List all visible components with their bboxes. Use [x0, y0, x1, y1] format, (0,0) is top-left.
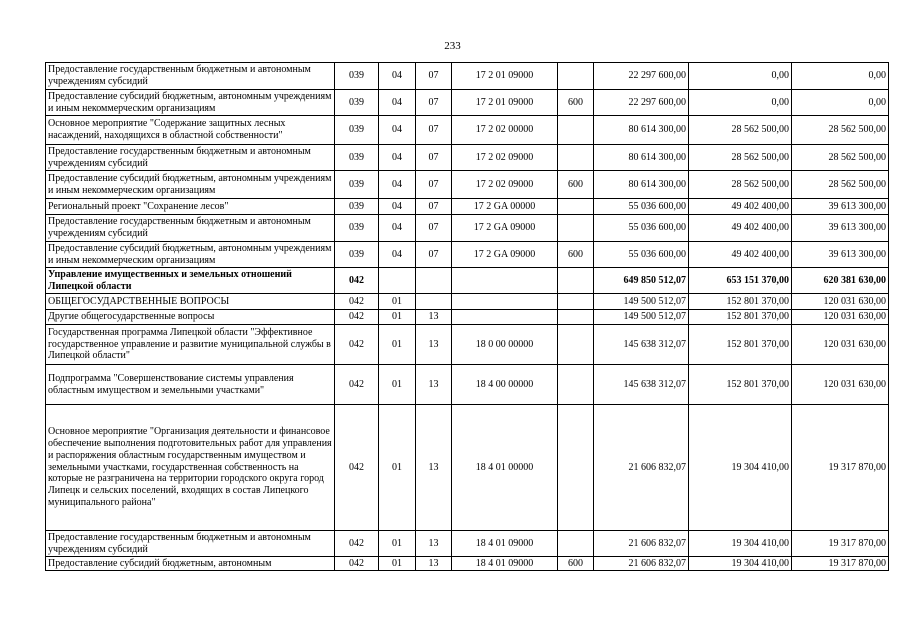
page-number: 233: [444, 40, 461, 52]
amount-year3-cell: 0,00: [792, 90, 889, 116]
amount-year2-cell: 49 402 400,00: [689, 242, 792, 268]
ved-code-cell: 042: [335, 405, 379, 531]
subsection-code-cell: 07: [416, 145, 452, 171]
table-row: [46, 268, 889, 294]
amount-year3-cell: 39 613 300,00: [792, 199, 889, 215]
row-name-cell: Предоставление государственным бюджетным и автономным учреждениям субсидий: [46, 145, 335, 171]
amount-year2-cell: 19 304 410,00: [689, 557, 792, 571]
expense-type-cell: [558, 199, 594, 215]
row-name-cell: ОБЩЕГОСУДАРСТВЕННЫЕ ВОПРОСЫ: [46, 294, 335, 310]
amount-year3-cell: 19 317 870,00: [792, 405, 889, 531]
amount-year2-cell: 49 402 400,00: [689, 215, 792, 242]
amount-year1-cell: 22 297 600,00: [594, 63, 689, 90]
target-article-cell: 17 2 GA 00000: [452, 199, 558, 215]
ved-code-cell: 039: [335, 116, 379, 145]
amount-year3-cell: 620 381 630,00: [792, 268, 889, 294]
ved-code-cell: 039: [335, 90, 379, 116]
amount-year3-cell: 120 031 630,00: [792, 294, 889, 310]
row-name-cell: Основное мероприятие "Организация деятельности и финансовое обеспечение выполнения подготовительных работ для управления и распоряжения областным государственным имуществом и земельными участками, государственная собственность на которые не разграничена на территории городского округа город Липецк и сельских поселений, входящих в состав Липецкого муниципального района": [46, 405, 335, 531]
amount-year2-cell: 19 304 410,00: [689, 531, 792, 557]
expense-type-cell: [558, 116, 594, 145]
expense-type-cell: 600: [558, 171, 594, 199]
subsection-code-cell: 07: [416, 116, 452, 145]
table-row: [46, 325, 889, 365]
target-article-cell: [452, 294, 558, 310]
table-row: [46, 199, 889, 215]
ved-code-cell: 042: [335, 310, 379, 325]
expense-type-cell: [558, 365, 594, 405]
amount-year1-cell: 649 850 512,07: [594, 268, 689, 294]
expense-type-cell: 600: [558, 557, 594, 571]
section-code-cell: 01: [379, 294, 416, 310]
amount-year2-cell: 152 801 370,00: [689, 325, 792, 365]
ved-code-cell: 042: [335, 531, 379, 557]
target-article-cell: 17 2 02 09000: [452, 171, 558, 199]
section-code-cell: [379, 268, 416, 294]
amount-year1-cell: 22 297 600,00: [594, 90, 689, 116]
target-article-cell: 17 2 GA 09000: [452, 215, 558, 242]
row-name-cell: Предоставление субсидий бюджетным, автономным учреждениям и иным некоммерческим организациям: [46, 171, 335, 199]
subsection-code-cell: 07: [416, 171, 452, 199]
expense-type-cell: 600: [558, 242, 594, 268]
subsection-code-cell: [416, 294, 452, 310]
section-code-cell: 04: [379, 63, 416, 90]
target-article-cell: 18 4 01 09000: [452, 557, 558, 571]
amount-year1-cell: 145 638 312,07: [594, 325, 689, 365]
ved-code-cell: 042: [335, 294, 379, 310]
amount-year3-cell: 39 613 300,00: [792, 242, 889, 268]
row-name-cell: Предоставление субсидий бюджетным, автономным учреждениям и иным некоммерческим организациям: [46, 242, 335, 268]
target-article-cell: 17 2 02 09000: [452, 145, 558, 171]
amount-year3-cell: 120 031 630,00: [792, 365, 889, 405]
expense-type-cell: [558, 310, 594, 325]
row-name-cell: Основное мероприятие "Содержание защитных лесных насаждений, находящихся в областной собственности": [46, 116, 335, 145]
amount-year3-cell: 28 562 500,00: [792, 145, 889, 171]
ved-code-cell: 039: [335, 242, 379, 268]
subsection-code-cell: [416, 268, 452, 294]
amount-year1-cell: 80 614 300,00: [594, 171, 689, 199]
amount-year3-cell: 39 613 300,00: [792, 215, 889, 242]
amount-year2-cell: 0,00: [689, 63, 792, 90]
row-name-cell: Предоставление субсидий бюджетным, автономным учреждениям и иным некоммерческим организациям: [46, 90, 335, 116]
budget-table: [45, 62, 889, 571]
row-name-cell: Управление имущественных и земельных отношений Липецкой области: [46, 268, 335, 294]
table-row: [46, 90, 889, 116]
target-article-cell: [452, 310, 558, 325]
row-name-cell: Предоставление субсидий бюджетным, автономным: [46, 557, 335, 571]
amount-year2-cell: 152 801 370,00: [689, 294, 792, 310]
subsection-code-cell: 07: [416, 199, 452, 215]
section-code-cell: 04: [379, 242, 416, 268]
table-body: [46, 63, 889, 571]
amount-year1-cell: 80 614 300,00: [594, 116, 689, 145]
table-row: [46, 63, 889, 90]
target-article-cell: [452, 268, 558, 294]
expense-type-cell: [558, 405, 594, 531]
table-row: [46, 215, 889, 242]
expense-type-cell: [558, 294, 594, 310]
section-code-cell: 01: [379, 531, 416, 557]
ved-code-cell: 039: [335, 199, 379, 215]
amount-year1-cell: 145 638 312,07: [594, 365, 689, 405]
amount-year1-cell: 55 036 600,00: [594, 199, 689, 215]
ved-code-cell: 042: [335, 557, 379, 571]
amount-year2-cell: 152 801 370,00: [689, 310, 792, 325]
row-name-cell: Предоставление государственным бюджетным и автономным учреждениям субсидий: [46, 215, 335, 242]
subsection-code-cell: 07: [416, 90, 452, 116]
ved-code-cell: 042: [335, 365, 379, 405]
subsection-code-cell: 13: [416, 310, 452, 325]
ved-code-cell: 042: [335, 325, 379, 365]
amount-year3-cell: 19 317 870,00: [792, 557, 889, 571]
section-code-cell: 01: [379, 310, 416, 325]
ved-code-cell: 042: [335, 268, 379, 294]
section-code-cell: 01: [379, 365, 416, 405]
subsection-code-cell: 13: [416, 325, 452, 365]
target-article-cell: 17 2 02 00000: [452, 116, 558, 145]
amount-year1-cell: 55 036 600,00: [594, 242, 689, 268]
section-code-cell: 04: [379, 116, 416, 145]
amount-year1-cell: 55 036 600,00: [594, 215, 689, 242]
table-row: [46, 557, 889, 571]
amount-year3-cell: 28 562 500,00: [792, 171, 889, 199]
subsection-code-cell: 13: [416, 531, 452, 557]
amount-year1-cell: 149 500 512,07: [594, 310, 689, 325]
amount-year1-cell: 80 614 300,00: [594, 145, 689, 171]
table-row: [46, 116, 889, 145]
row-name-cell: Государственная программа Липецкой области "Эффективное государственное управление и развитие муниципальной службы в Липецкой области": [46, 325, 335, 365]
section-code-cell: 01: [379, 405, 416, 531]
subsection-code-cell: 13: [416, 557, 452, 571]
ved-code-cell: 039: [335, 215, 379, 242]
expense-type-cell: [558, 215, 594, 242]
table-row: [46, 294, 889, 310]
amount-year2-cell: 19 304 410,00: [689, 405, 792, 531]
subsection-code-cell: 13: [416, 365, 452, 405]
amount-year2-cell: 49 402 400,00: [689, 199, 792, 215]
ved-code-cell: 039: [335, 171, 379, 199]
row-name-cell: Региональный проект "Сохранение лесов": [46, 199, 335, 215]
amount-year1-cell: 21 606 832,07: [594, 531, 689, 557]
table-row: [46, 365, 889, 405]
ved-code-cell: 039: [335, 145, 379, 171]
amount-year1-cell: 21 606 832,07: [594, 557, 689, 571]
ved-code-cell: 039: [335, 63, 379, 90]
target-article-cell: 17 2 01 09000: [452, 63, 558, 90]
row-name-cell: Предоставление государственным бюджетным и автономным учреждениям субсидий: [46, 531, 335, 557]
amount-year2-cell: 152 801 370,00: [689, 365, 792, 405]
amount-year3-cell: 19 317 870,00: [792, 531, 889, 557]
subsection-code-cell: 13: [416, 405, 452, 531]
amount-year2-cell: 28 562 500,00: [689, 145, 792, 171]
target-article-cell: 17 2 GA 09000: [452, 242, 558, 268]
table-row: [46, 242, 889, 268]
subsection-code-cell: 07: [416, 63, 452, 90]
table-row: [46, 310, 889, 325]
section-code-cell: 04: [379, 199, 416, 215]
amount-year3-cell: 28 562 500,00: [792, 116, 889, 145]
target-article-cell: 18 0 00 00000: [452, 325, 558, 365]
row-name-cell: Другие общегосударственные вопросы: [46, 310, 335, 325]
expense-type-cell: [558, 531, 594, 557]
amount-year2-cell: 28 562 500,00: [689, 171, 792, 199]
target-article-cell: 18 4 01 09000: [452, 531, 558, 557]
section-code-cell: 04: [379, 171, 416, 199]
expense-type-cell: 600: [558, 90, 594, 116]
amount-year2-cell: 0,00: [689, 90, 792, 116]
subsection-code-cell: 07: [416, 215, 452, 242]
amount-year2-cell: 28 562 500,00: [689, 116, 792, 145]
table-row: [46, 145, 889, 171]
amount-year3-cell: 120 031 630,00: [792, 325, 889, 365]
row-name-cell: Предоставление государственным бюджетным и автономным учреждениям субсидий: [46, 63, 335, 90]
table-row: [46, 405, 889, 531]
table-row: [46, 531, 889, 557]
section-code-cell: 01: [379, 557, 416, 571]
table-row: [46, 171, 889, 199]
section-code-cell: 04: [379, 90, 416, 116]
section-code-cell: 01: [379, 325, 416, 365]
target-article-cell: 18 4 00 00000: [452, 365, 558, 405]
expense-type-cell: [558, 325, 594, 365]
amount-year3-cell: 120 031 630,00: [792, 310, 889, 325]
amount-year1-cell: 149 500 512,07: [594, 294, 689, 310]
expense-type-cell: [558, 63, 594, 90]
target-article-cell: 17 2 01 09000: [452, 90, 558, 116]
amount-year2-cell: 653 151 370,00: [689, 268, 792, 294]
target-article-cell: 18 4 01 00000: [452, 405, 558, 531]
row-name-cell: Подпрограмма "Совершенствование системы управления областным имуществом и земельными участками": [46, 365, 335, 405]
expense-type-cell: [558, 145, 594, 171]
section-code-cell: 04: [379, 215, 416, 242]
expense-type-cell: [558, 268, 594, 294]
amount-year1-cell: 21 606 832,07: [594, 405, 689, 531]
section-code-cell: 04: [379, 145, 416, 171]
subsection-code-cell: 07: [416, 242, 452, 268]
amount-year3-cell: 0,00: [792, 63, 889, 90]
